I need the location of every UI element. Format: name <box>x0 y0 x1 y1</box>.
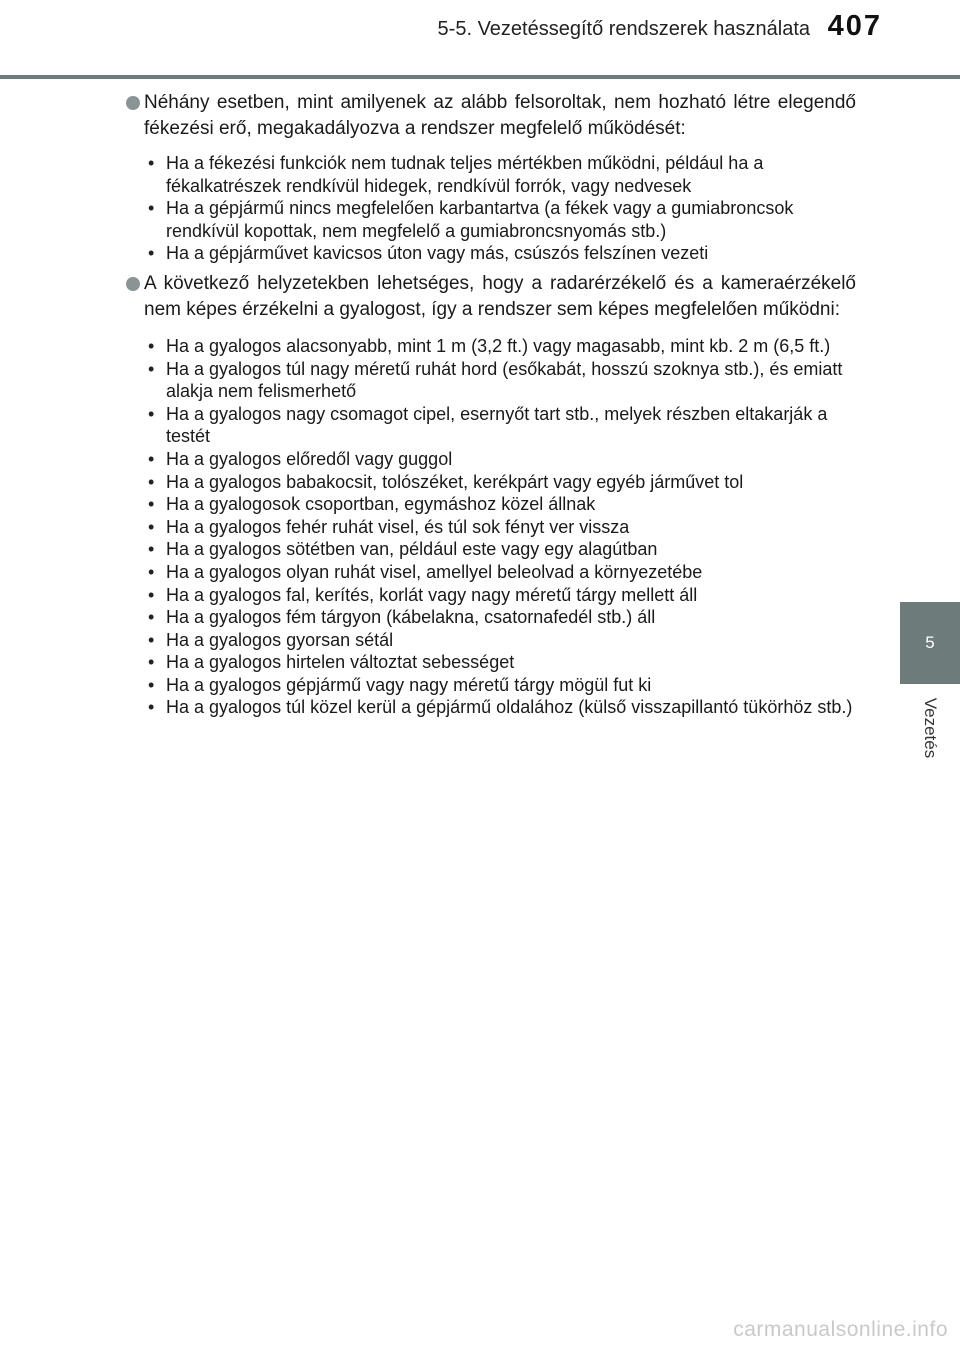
circle-bullet-icon <box>126 96 140 110</box>
header-divider <box>0 75 960 79</box>
bullet-text: A következő helyzetekben lehetséges, hogy a radarérzékelő és a kameraérzékelő nem képes érzékelni a gyalogost, így a rendszer sem képes megfelelően működni: <box>144 272 856 320</box>
bullet-item-pedestrian <box>122 271 856 719</box>
list-item: • Ha a gépjárművet kavicsos úton vagy más, csúszós felszínen vezeti <box>144 242 856 265</box>
list-item: • Ha a gyalogos nagy csomagot cipel, esernyőt tart stb., melyek részben eltakarják a testét <box>144 403 856 448</box>
list-item: • Ha a gyalogos túl nagy méretű ruhát hord (esőkabát, hosszú szoknya stb.), és emiatt alakja nem felismerhető <box>144 358 856 403</box>
chapter-label-area <box>900 690 960 800</box>
list-item: • Ha a gyalogos alacsonyabb, mint 1 m (3,2 ft.) vagy magasabb, mint kb. 2 m (6,5 ft.) <box>144 335 856 358</box>
list-item: • Ha a gyalogos előredől vagy guggol <box>144 448 856 471</box>
chapter-tab <box>900 602 960 684</box>
list-item: • Ha a gépjármű nincs megfelelően karbantartva (a fékek vagy a gumiabroncsok rendkívül kopottak, nem megfelelő a gumiabroncsnyomás stb.) <box>144 197 856 242</box>
list-item: • Ha a gyalogos sötétben van, például este vagy egy alagútban <box>144 538 856 561</box>
chapter-number: 5 <box>925 633 935 652</box>
chapter-label: Vezetés <box>921 697 940 759</box>
list-item: • Ha a gyalogosok csoportban, egymáshoz közel állnak <box>144 493 856 516</box>
list-item: • Ha a gyalogos babakocsit, tolószéket, kerékpárt vagy egyéb járművet tol <box>144 471 856 494</box>
section-title: 5-5. Vezetéssegítő rendszerek használata <box>437 18 810 40</box>
list-item: • Ha a gyalogos gépjármű vagy nagy méretű tárgy mögül fut ki <box>144 674 856 697</box>
list-item: • Ha a gyalogos fém tárgyon (kábelakna, csatornafedél stb.) áll <box>144 606 856 629</box>
list-item: • Ha a gyalogos fal, kerítés, korlát vagy nagy méretű tárgy mellett áll <box>144 584 856 607</box>
list-item: • Ha a fékezési funkciók nem tudnak teljes mértékben működni, például ha a fékalkatrészek rendkívül hidegek, rendkívül forrók, vagy nedvesek <box>144 152 856 197</box>
bullet-text: Néhány esetben, mint amilyenek az alább felsoroltak, nem hozható létre elegendő fékezési erő, megakadályozva a rendszer megfelelő működését: <box>144 92 856 139</box>
page-header <box>0 0 960 80</box>
list-item: • Ha a gyalogos túl közel kerül a gépjármű oldalához (külső visszapillantó tükörhöz stb.) <box>144 696 856 719</box>
list-item: • Ha a gyalogos hirtelen változtat sebességet <box>144 651 856 674</box>
circle-bullet-icon <box>126 277 140 291</box>
list-item: • Ha a gyalogos fehér ruhát visel, és túl sok fényt ver vissza <box>144 516 856 539</box>
sub-list <box>144 152 856 265</box>
bullet-item-braking <box>122 90 856 265</box>
watermark-text: carmanualsonline.info <box>733 1318 948 1341</box>
page-content <box>122 90 856 719</box>
sub-list <box>144 335 856 719</box>
page-number: 407 <box>827 10 882 42</box>
list-item: • Ha a gyalogos olyan ruhát visel, amellyel beleolvad a környezetébe <box>144 561 856 584</box>
list-item: • Ha a gyalogos gyorsan sétál <box>144 629 856 652</box>
